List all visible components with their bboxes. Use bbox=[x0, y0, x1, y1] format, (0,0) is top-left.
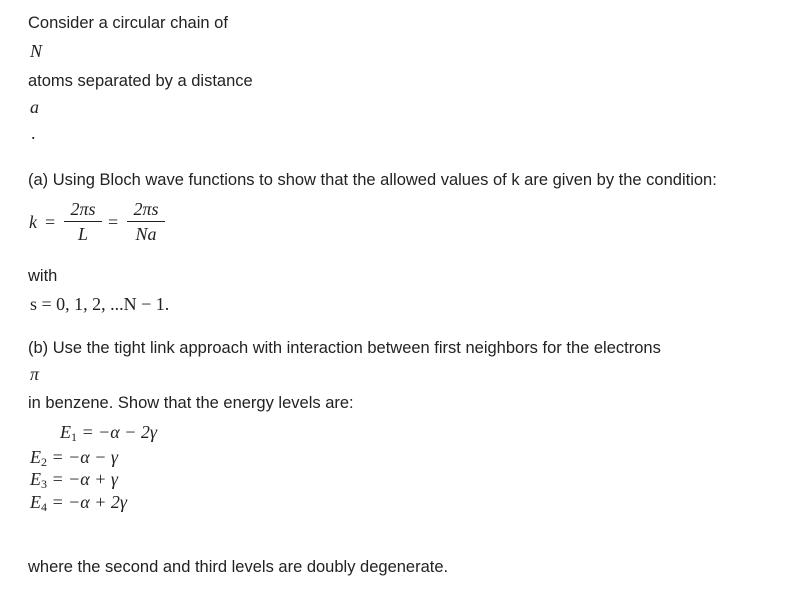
energy-level-4-rhs: = −α + 2γ bbox=[47, 492, 127, 512]
energy-level-2-sub: 2 bbox=[41, 455, 47, 469]
fraction-2 bbox=[127, 199, 165, 244]
fraction-1-numerator: 2πs bbox=[70, 199, 96, 219]
part-b-text-2: in benzene. Show that the energy levels are: bbox=[28, 394, 354, 412]
energy-level-1 bbox=[60, 421, 157, 448]
energy-level-4-sub: 4 bbox=[41, 500, 47, 514]
energy-level-2-rhs: = −α − γ bbox=[47, 447, 118, 467]
energy-level-1-lhs: E bbox=[60, 422, 71, 442]
energy-level-4-lhs: E bbox=[30, 492, 41, 512]
math-pi: π bbox=[30, 364, 40, 384]
math-a: a bbox=[30, 97, 39, 117]
eq-equals-2: = bbox=[108, 212, 119, 232]
with-text: with bbox=[28, 267, 58, 285]
intro-line-1: Consider a circular chain of bbox=[28, 14, 228, 32]
fraction-2-numerator: 2πs bbox=[133, 199, 159, 219]
energy-level-4 bbox=[30, 491, 127, 518]
part-b-text: (b) Use the tight link approach with interaction between first neighbors for the electrons bbox=[28, 339, 661, 357]
fraction-2-denominator: Na bbox=[135, 224, 157, 244]
eq-equals-1: = bbox=[45, 212, 56, 232]
s-condition: s = 0, 1, 2, ...N − 1. bbox=[30, 294, 170, 314]
energy-level-3-sub: 3 bbox=[41, 477, 47, 491]
fraction-1-denominator: L bbox=[77, 224, 88, 244]
conclusion-text: where the second and third levels are doubly degenerate. bbox=[28, 558, 449, 576]
math-period: . bbox=[31, 123, 36, 143]
intro-line-2: atoms separated by a distance bbox=[28, 72, 253, 90]
fraction-2-bar bbox=[127, 221, 165, 222]
math-N: N bbox=[30, 41, 43, 61]
energy-level-1-rhs: = −α − 2γ bbox=[77, 422, 157, 442]
energy-level-1-sub: 1 bbox=[71, 430, 77, 444]
fraction-1-bar bbox=[64, 221, 102, 222]
fraction-1 bbox=[64, 199, 102, 244]
energy-level-3-rhs: = −α + γ bbox=[47, 469, 118, 489]
energy-level-2-lhs: E bbox=[30, 447, 41, 467]
eq-k-var: k bbox=[29, 212, 37, 232]
part-a-text: (a) Using Bloch wave functions to show that the allowed values of k are given by the condition: bbox=[28, 171, 717, 189]
energy-level-3-lhs: E bbox=[30, 469, 41, 489]
